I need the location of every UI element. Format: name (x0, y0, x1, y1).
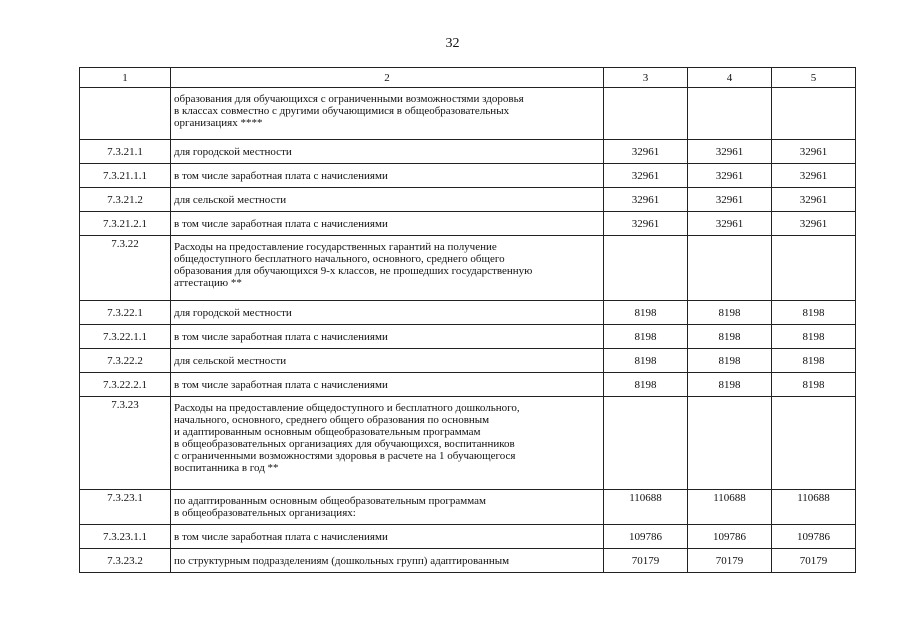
row-description (171, 349, 604, 373)
table-row (80, 301, 856, 325)
row-description (171, 525, 604, 549)
description-line: и адаптированным основным общеобразовательным программам (174, 426, 481, 438)
table-row (80, 549, 856, 573)
value-c3: 8198 (604, 301, 688, 325)
value-c3: 32961 (604, 188, 688, 212)
table-row (80, 349, 856, 373)
value-c5: 8198 (772, 349, 856, 373)
row-code: 7.3.22.1 (80, 301, 171, 325)
table-row (80, 88, 856, 140)
description-line: в том числе заработная плата с начислениями (174, 330, 388, 343)
row-description (171, 164, 604, 188)
value-c4: 110688 (688, 490, 772, 525)
row-description (171, 236, 604, 301)
description-line: для городской местности (174, 306, 292, 319)
value-c4 (688, 397, 772, 490)
value-c3: 8198 (604, 325, 688, 349)
value-c4: 32961 (688, 188, 772, 212)
row-code: 7.3.23 (80, 397, 171, 490)
value-c3: 32961 (604, 140, 688, 164)
value-c4: 70179 (688, 549, 772, 573)
value-c3: 109786 (604, 525, 688, 549)
description-line: с ограниченными возможностями здоровья в расчете на 1 обучающегося (174, 450, 516, 462)
description-line: начального, основного, среднего общего образования по основным (174, 414, 490, 426)
value-c5: 32961 (772, 188, 856, 212)
value-c5: 110688 (772, 490, 856, 525)
value-c4: 32961 (688, 212, 772, 236)
value-c3: 70179 (604, 549, 688, 573)
column-header: 4 (688, 68, 772, 88)
table-row (80, 325, 856, 349)
row-code: 7.3.23.1 (80, 490, 171, 525)
table-row (80, 164, 856, 188)
table-row (80, 212, 856, 236)
description-line: по адаптированным основным общеобразовательным программам (174, 495, 486, 507)
table-row (80, 373, 856, 397)
description-line: для сельской местности (174, 193, 287, 206)
column-header: 5 (772, 68, 856, 88)
row-code: 7.3.21.1 (80, 140, 171, 164)
value-c4: 8198 (688, 325, 772, 349)
value-c3 (604, 236, 688, 301)
row-description (171, 140, 604, 164)
description-line: в общеобразовательных организациях: (174, 507, 356, 519)
row-description (171, 397, 604, 490)
description-line: в том числе заработная плата с начислениями (174, 217, 388, 230)
row-code: 7.3.21.1.1 (80, 164, 171, 188)
row-description (171, 325, 604, 349)
description-line: в том числе заработная плата с начислениями (174, 530, 388, 543)
value-c4: 8198 (688, 301, 772, 325)
row-code: 7.3.22.2 (80, 349, 171, 373)
value-c3: 8198 (604, 373, 688, 397)
table-row (80, 140, 856, 164)
value-c5: 32961 (772, 212, 856, 236)
table-row (80, 397, 856, 490)
value-c3 (604, 397, 688, 490)
budget-table (79, 67, 856, 573)
value-c5: 32961 (772, 140, 856, 164)
row-description (171, 88, 604, 140)
value-c5 (772, 397, 856, 490)
value-c5 (772, 88, 856, 140)
value-c5: 8198 (772, 325, 856, 349)
row-description (171, 490, 604, 525)
value-c3: 32961 (604, 164, 688, 188)
row-code: 7.3.22.1.1 (80, 325, 171, 349)
description-line: организациях **** (174, 117, 263, 129)
description-line: в том числе заработная плата с начислениями (174, 169, 388, 182)
description-line: образования для обучающихся с ограниченными возможностями здоровья (174, 93, 524, 105)
value-c5: 109786 (772, 525, 856, 549)
column-header: 3 (604, 68, 688, 88)
value-c4: 8198 (688, 373, 772, 397)
row-code (80, 88, 171, 140)
value-c5: 32961 (772, 164, 856, 188)
table-row (80, 490, 856, 525)
column-header: 2 (171, 68, 604, 88)
description-line: в классах совместно с другими обучающимися в общеобразовательных (174, 105, 510, 117)
value-c4: 32961 (688, 164, 772, 188)
row-description (171, 301, 604, 325)
value-c3: 110688 (604, 490, 688, 525)
description-line: общедоступного бесплатного начального, основного, среднего общего (174, 253, 505, 265)
value-c4 (688, 88, 772, 140)
table-row (80, 525, 856, 549)
value-c5: 8198 (772, 373, 856, 397)
description-line: в общеобразовательных организациях для обучающихся, воспитанников (174, 438, 515, 450)
row-description (171, 373, 604, 397)
page-number: 32 (445, 36, 460, 51)
description-line: воспитанника в год ** (174, 462, 279, 474)
value-c3 (604, 88, 688, 140)
table-header-row (80, 68, 856, 88)
description-line: по структурным подразделениям (дошкольных групп) адаптированным (174, 554, 510, 567)
row-code: 7.3.23.1.1 (80, 525, 171, 549)
description-line: для сельской местности (174, 354, 287, 367)
value-c5: 70179 (772, 549, 856, 573)
table-row (80, 236, 856, 301)
row-code: 7.3.22.2.1 (80, 373, 171, 397)
table-row (80, 188, 856, 212)
row-description (171, 549, 604, 573)
row-code: 7.3.21.2.1 (80, 212, 171, 236)
description-line: в том числе заработная плата с начислениями (174, 378, 388, 391)
column-header: 1 (80, 68, 171, 88)
row-description (171, 188, 604, 212)
row-code: 7.3.21.2 (80, 188, 171, 212)
description-line: Расходы на предоставление общедоступного и бесплатного дошкольного, (174, 402, 520, 414)
value-c4 (688, 236, 772, 301)
value-c5 (772, 236, 856, 301)
value-c4: 32961 (688, 140, 772, 164)
description-line: аттестацию ** (174, 277, 242, 289)
value-c5: 8198 (772, 301, 856, 325)
description-line: образования для обучающихся 9-х классов, не прошедших государственную (174, 265, 533, 277)
description-line: Расходы на предоставление государственных гарантий на получение (174, 241, 497, 253)
description-line: для городской местности (174, 145, 292, 158)
row-code: 7.3.23.2 (80, 549, 171, 573)
value-c4: 109786 (688, 525, 772, 549)
value-c3: 32961 (604, 212, 688, 236)
row-description (171, 212, 604, 236)
value-c3: 8198 (604, 349, 688, 373)
row-code: 7.3.22 (80, 236, 171, 301)
value-c4: 8198 (688, 349, 772, 373)
